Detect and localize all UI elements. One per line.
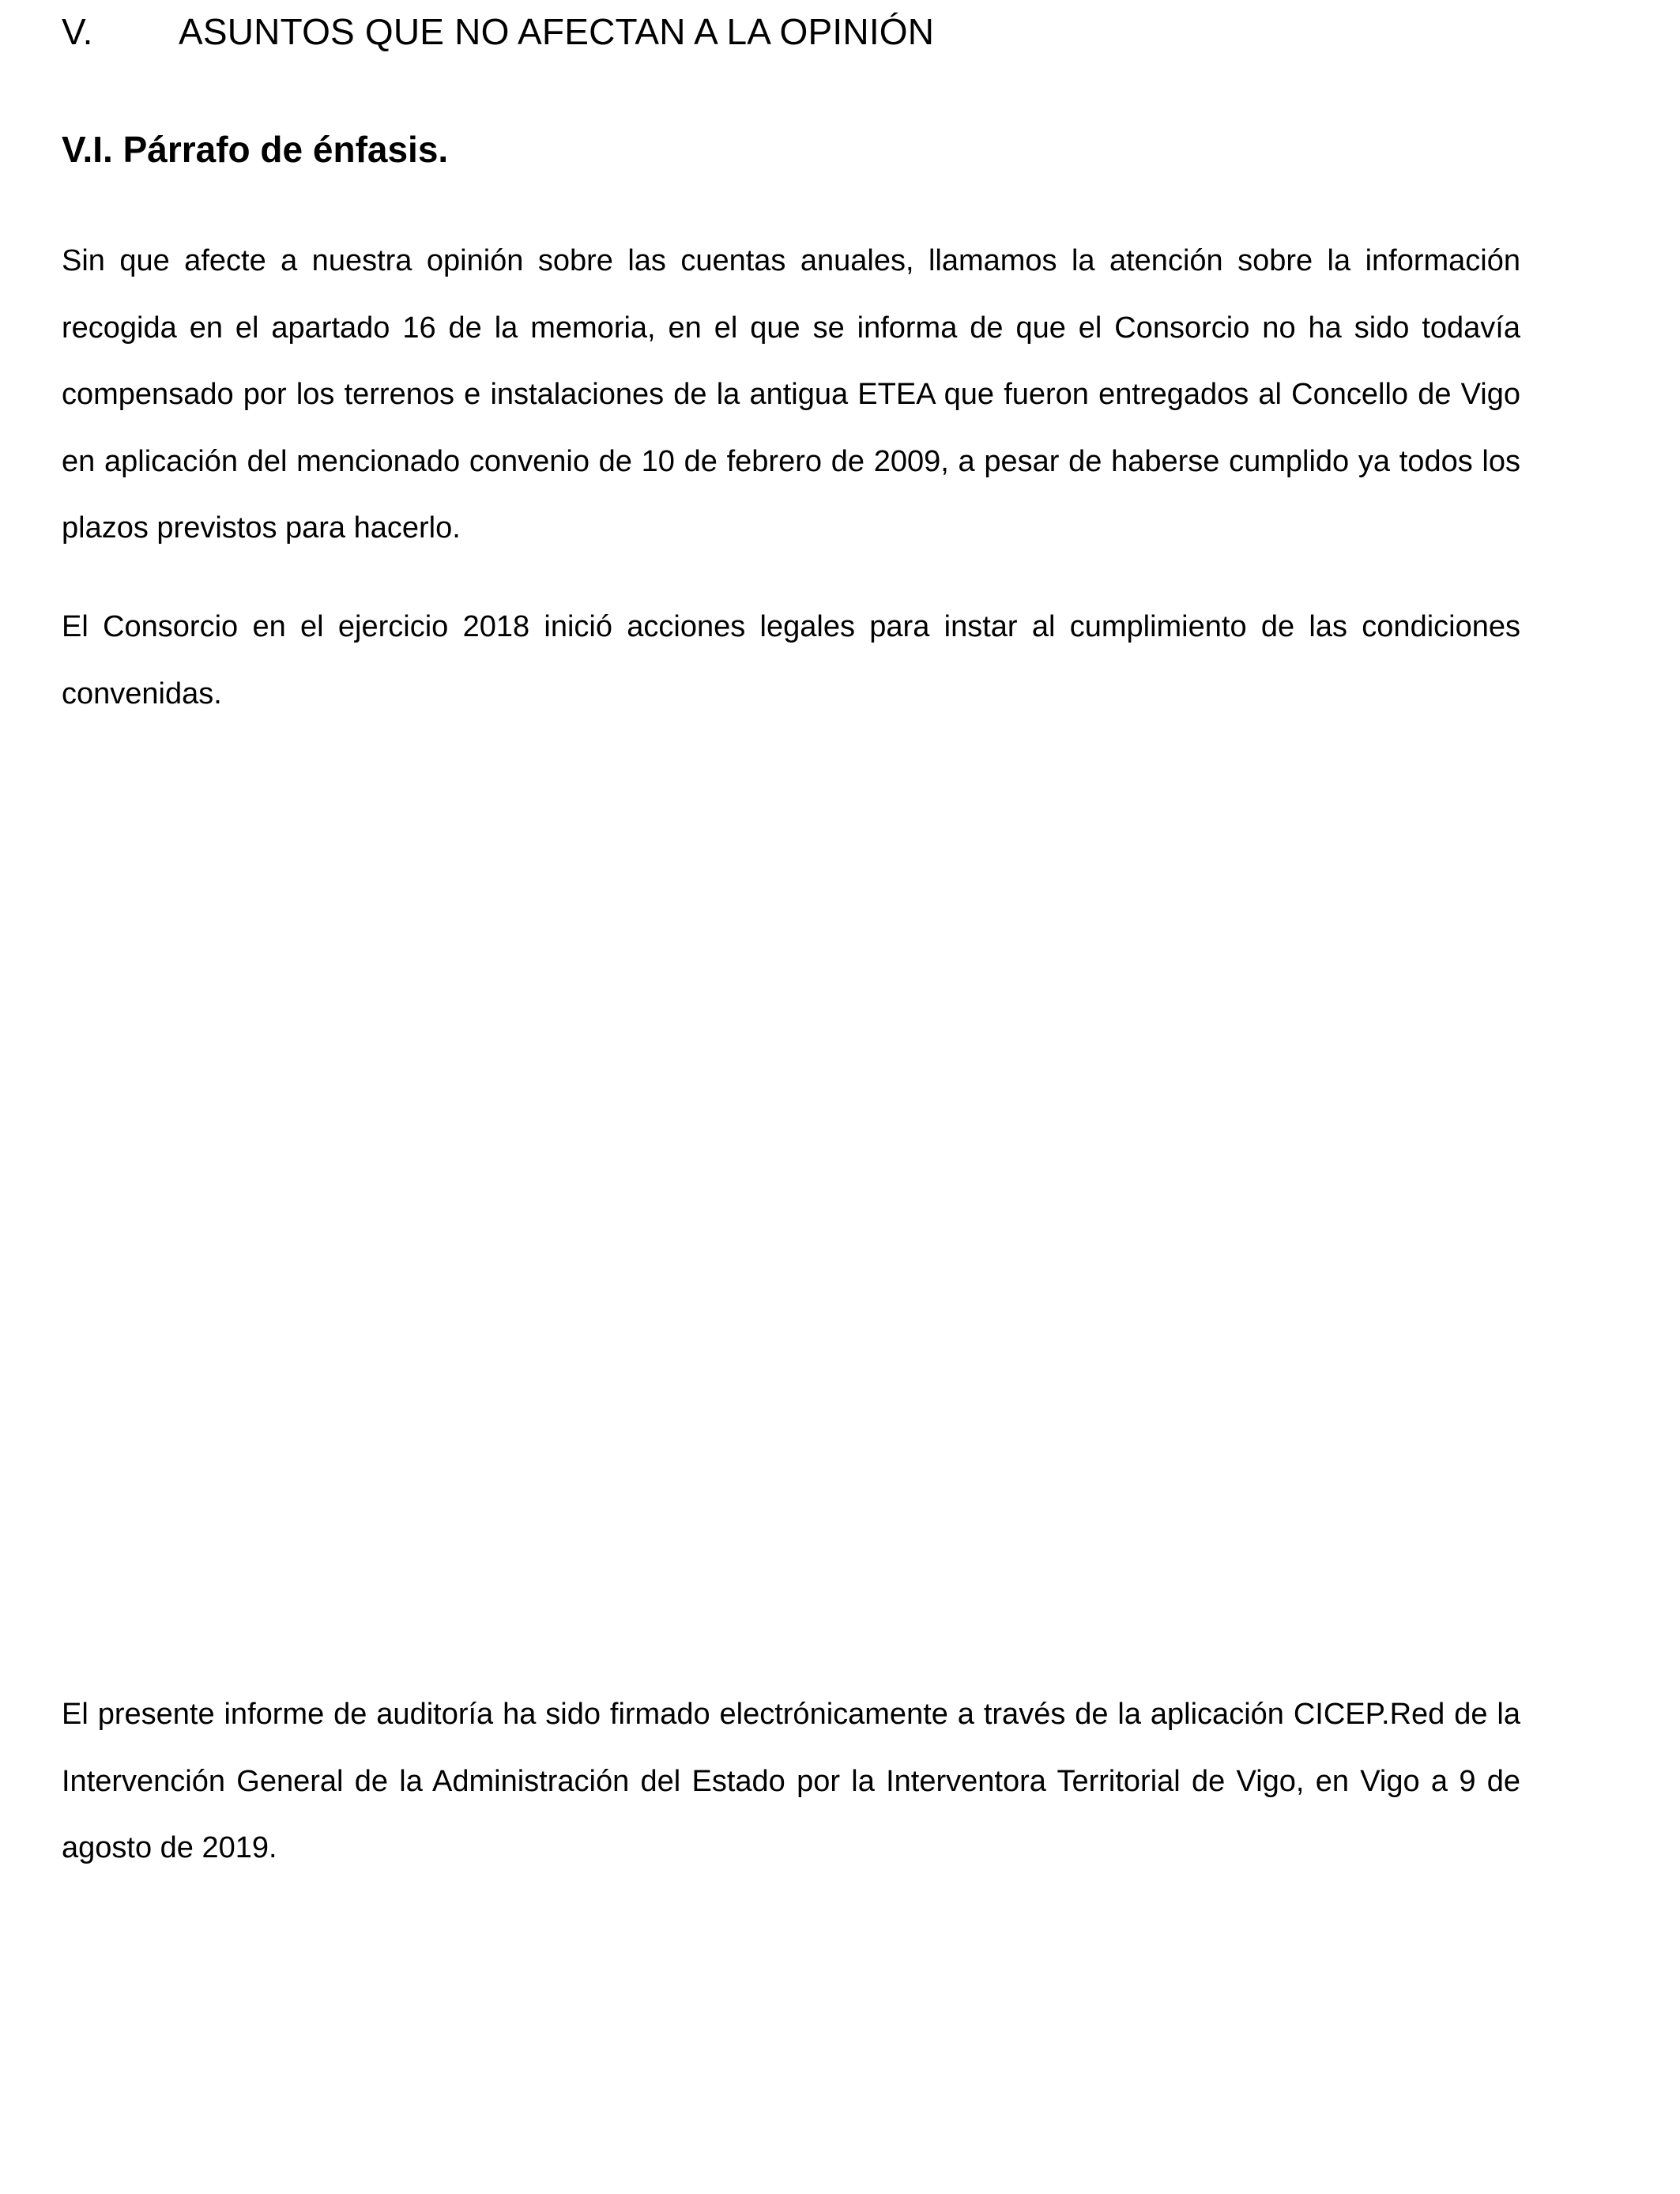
section-number: V. bbox=[62, 11, 93, 52]
emphasis-paragraph: Sin que afecte a nuestra opinión sobre las cuentas anuales, llamamos la atención sobre la información recogida en el apartado 16 de la memoria, en el que se informa de que el Consorcio no ha sido todavía compensado por los terrenos e instalaciones de la antigua ETEA que fueron entregados al Concello de Vigo en aplicación del mencionado convenio de 10 de febrero de 2009, a pesar de haberse cumplido ya todos los plazos previstos para hacerlo. bbox=[62, 244, 1520, 545]
section-title: ASUNTOS QUE NO AFECTAN A LA OPINIÓN bbox=[179, 11, 935, 52]
signature-note: El presente informe de auditoría ha sido firmado electrónicamente a través de la aplicación CICEP.Red de la Intervención General de la Administración del Estado por la Interventora Territorial de Vigo, en Vigo a 9 de agosto de 2019. bbox=[62, 1698, 1520, 1864]
legal-actions-paragraph: El Consorcio en el ejercicio 2018 inició acciones legales para instar al cumplimiento de las condiciones convenidas. bbox=[62, 610, 1520, 711]
subsection-heading: V.I. Párrafo de énfasis. bbox=[62, 129, 449, 170]
section-heading bbox=[62, 3, 1524, 60]
